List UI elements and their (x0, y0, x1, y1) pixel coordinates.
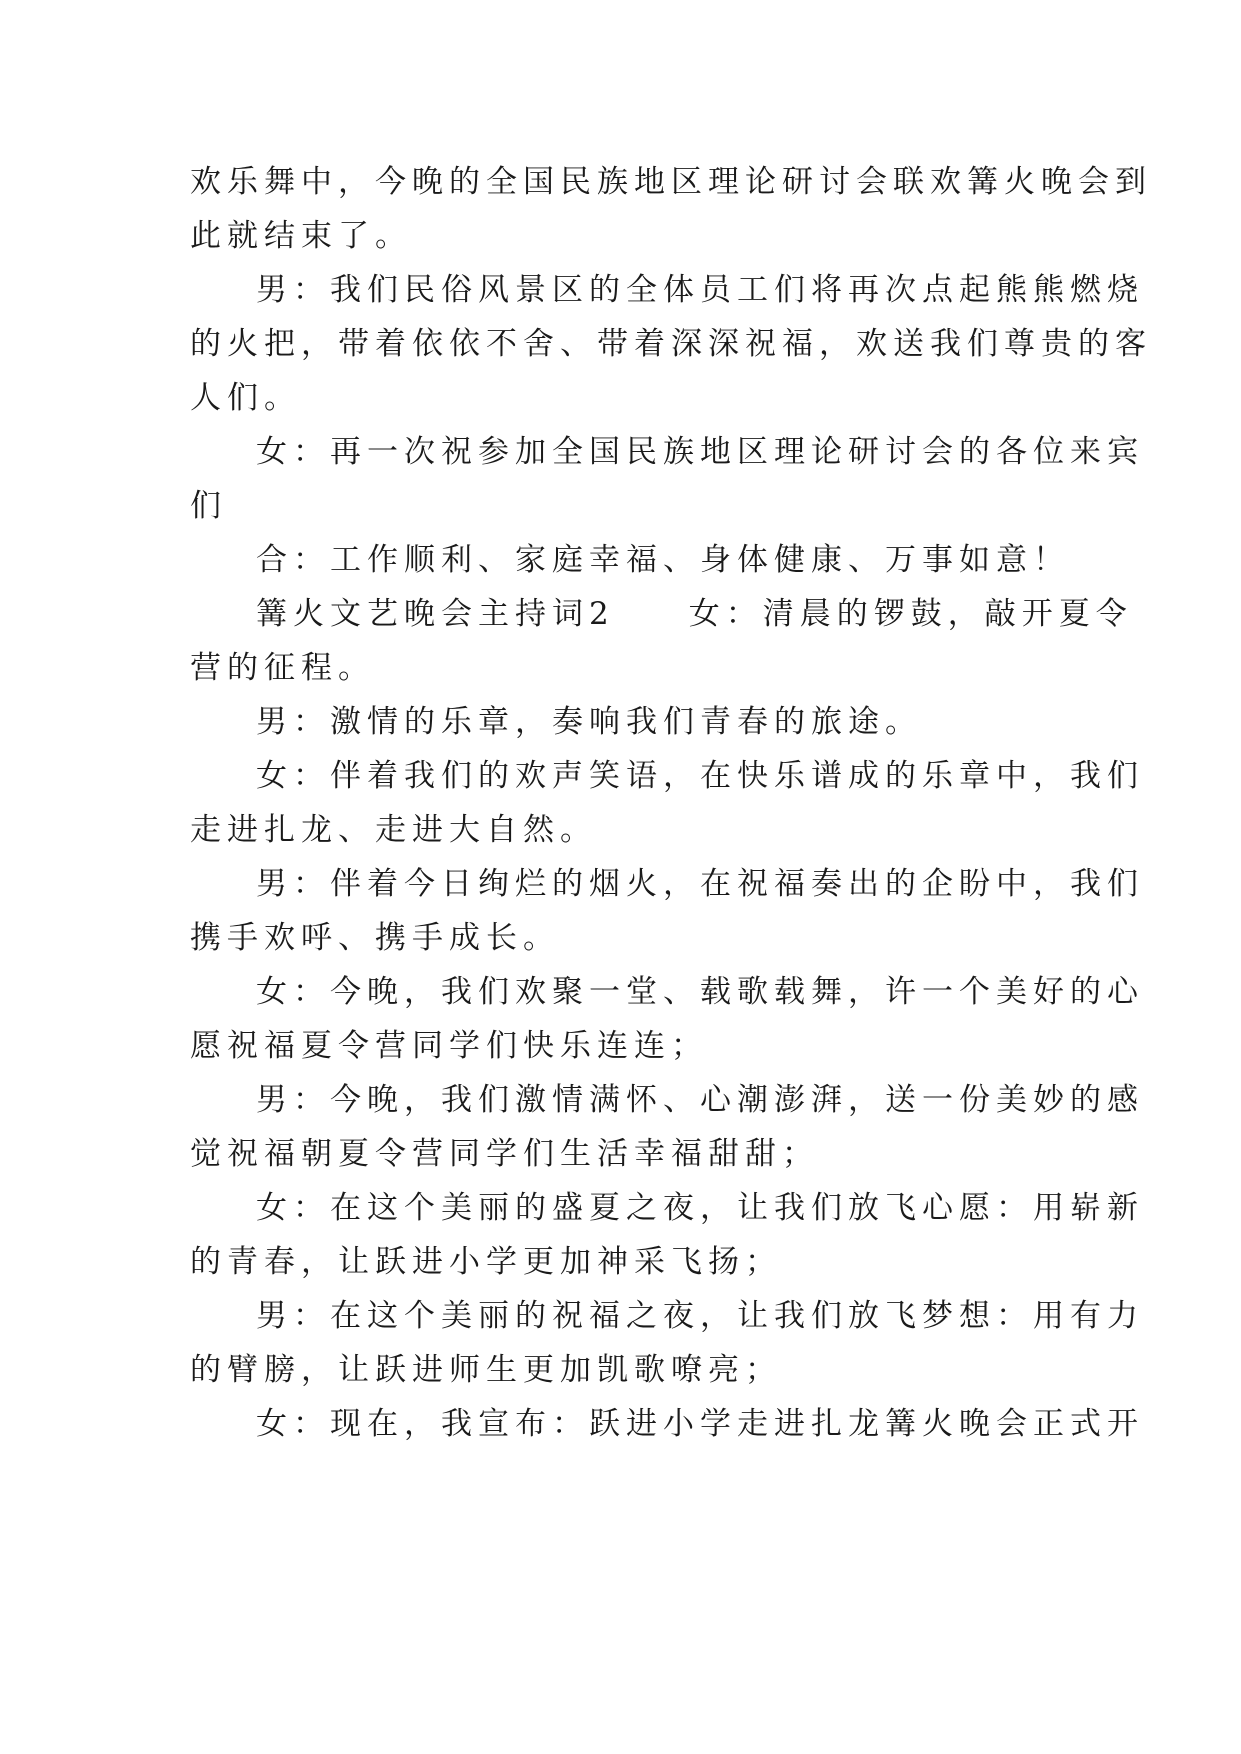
text-line: 走进扎龙、走进大自然。 (190, 812, 597, 848)
text-line: 携手欢呼、携手成长。 (190, 920, 560, 956)
paragraph-first-line: 女：再一次祝参加全国民族地区理论研讨会的各位来宾 (256, 434, 1144, 470)
paragraph-first-line: 男：今晚，我们激情满怀、心潮澎湃，送一份美妙的感 (256, 1082, 1144, 1118)
paragraph-first-line: 男：我们民俗风景区的全体员工们将再次点起熊熊燃烧 (256, 272, 1144, 308)
paragraph-first-line: 女：现在，我宣布：跃进小学走进扎龙篝火晚会正式开 (256, 1406, 1144, 1442)
paragraph-first-line: 男：伴着今日绚烂的烟火，在祝福奏出的企盼中，我们 (256, 866, 1144, 902)
text-line: 此就结束了。 (190, 218, 412, 254)
text-line: 营的征程。 (190, 650, 375, 686)
text-line: 的臂膀，让跃进师生更加凯歌嘹亮； (190, 1352, 782, 1388)
paragraph-first-line: 男：在这个美丽的祝福之夜，让我们放飞梦想：用有力 (256, 1298, 1144, 1334)
text-line: 觉祝福朝夏令营同学们生活幸福甜甜； (190, 1136, 819, 1172)
text-line: 人们。 (190, 380, 301, 416)
paragraph-first-line: 女：伴着我们的欢声笑语，在快乐谱成的乐章中，我们 (256, 758, 1144, 794)
text-line: 的青春，让跃进小学更加神采飞扬； (190, 1244, 782, 1280)
paragraph-first-line: 合：工作顺利、家庭幸福、身体健康、万事如意！ (256, 542, 1070, 578)
text-line: 们 (190, 488, 227, 524)
paragraph-first-line: 女：在这个美丽的盛夏之夜，让我们放飞心愿：用崭新 (256, 1190, 1144, 1226)
paragraph-first-line: 女：今晚，我们欢聚一堂、载歌载舞，许一个美好的心 (256, 974, 1144, 1010)
text-line: 的火把，带着依依不舍、带着深深祝福，欢送我们尊贵的客 (190, 326, 1152, 362)
text-line: 欢乐舞中，今晚的全国民族地区理论研讨会联欢篝火晚会到 (190, 164, 1152, 200)
text-line: 愿祝福夏令营同学们快乐连连； (190, 1028, 708, 1064)
paragraph-first-line: 男：激情的乐章，奏响我们青春的旅途。 (256, 704, 922, 740)
paragraph-first-line: 篝火文艺晚会主持词2 女：清晨的锣鼓，敲开夏令 (256, 596, 1133, 632)
